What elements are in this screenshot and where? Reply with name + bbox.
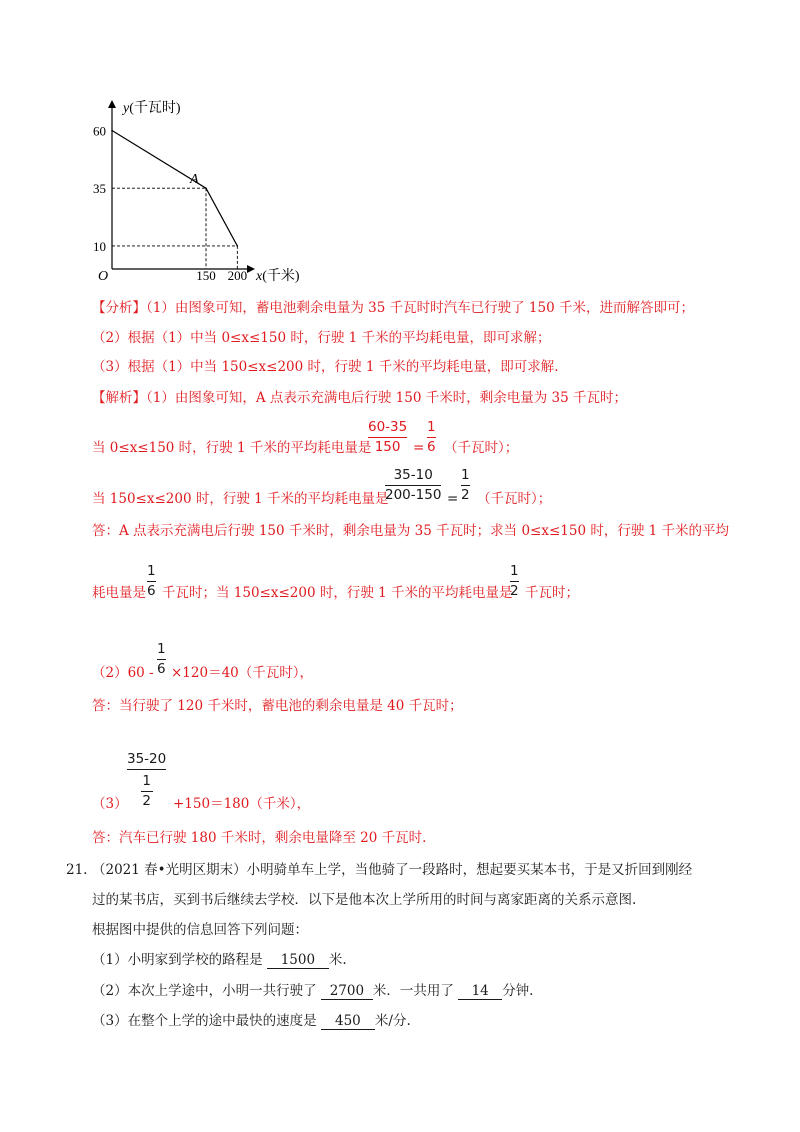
complex-fraction: 35-20 $\frac{1}{2}$: [127, 751, 167, 809]
equals-sign: =: [447, 491, 459, 507]
data-point: [111, 130, 113, 132]
problem-number: 21.: [66, 862, 88, 878]
tick-labels: [93, 124, 247, 283]
answer-blank-4[interactable]: 450: [321, 1013, 375, 1030]
fraction-1-over-2: 1 2: [510, 563, 519, 599]
fraction-1-over-2: 1 2: [461, 467, 470, 503]
fraction-60-35-over-150: 60-35 150: [368, 419, 408, 455]
data-point: [205, 187, 207, 189]
answer-blank-1[interactable]: 1500: [267, 952, 329, 969]
solution-part-2: （2）60 -: [92, 665, 154, 681]
solution-answer-3: 答：汽车已行驶 180 千米时，剩余电量降至 20 千瓦时.: [92, 830, 427, 846]
solution-line-1: 【解析】（1）由图象可知，A 点表示充满电后行驶 150 千米时，剩余电量为 35 千瓦时；: [92, 390, 627, 406]
solution-answer-1-cont-c: 千瓦时；: [525, 585, 579, 601]
y-tick-label: 10: [93, 238, 106, 254]
analysis-line-1: 【分析】（1）由图象可知，蓄电池剩余电量为 35 千瓦时时汽车已行驶了 150 千米，进而解答即可；: [92, 300, 694, 316]
data-point: [237, 245, 239, 247]
y-tick-label: 35: [93, 181, 106, 197]
problem-line-3: 根据图中提供的信息回答下列问题：: [92, 922, 308, 938]
solution-line-2-text: 当 0≤x≤150 时，行驶 1 千米的平均耗电量是: [92, 440, 372, 456]
solution-answer-1: 答：A 点表示充满电后行驶 150 千米时，剩余电量为 35 千瓦时；求当 0≤x≤150 时，行驶 1 千米的平均: [92, 523, 729, 539]
solution-line-3-text: 当 150≤x≤200 时，行驶 1 千米的平均耗电量是: [92, 491, 389, 507]
solution-line-3-unit: （千瓦时）；: [477, 491, 552, 507]
origin-label: O: [98, 269, 109, 284]
solution-part-2-cont: ×120＝40（千瓦时），: [171, 665, 314, 681]
solution-part-3-cont: +150＝180（千米），: [173, 796, 311, 812]
problem-line-2: 过的某书店，买到书后继续去学校．以下是他本次上学所用的时间与离家距离的关系示意图.: [92, 892, 637, 908]
solution-answer-1-cont-b: 千瓦时；当 150≤x≤200 时，行驶 1 千米的平均耗电量是: [162, 585, 513, 601]
solution-line-2-unit: （千瓦时）；: [444, 440, 519, 456]
solution-answer-2: 答：当行驶了 120 千米时，蓄电池的剩余电量是 40 千瓦时；: [92, 698, 463, 714]
axes: [108, 100, 255, 273]
point-a-label: A: [190, 172, 199, 187]
equals-sign: =: [413, 440, 425, 456]
analysis-line-2: （2）根据（1）中当 0≤x≤150 时，行驶 1 千米的平均耗电量，即可求解；: [92, 330, 551, 346]
battery-graph: [90, 92, 320, 287]
question-1: （1）小明家到学校的路程是 1500 米.: [92, 952, 347, 968]
answer-blank-2[interactable]: 2700: [321, 983, 373, 1000]
fraction-1-over-6: 1 6: [147, 563, 156, 599]
x-axis-arrow: [247, 265, 255, 273]
y-axis-arrow: [108, 100, 116, 108]
analysis-line-3: （3）根据（1）中当 150≤x≤200 时，行驶 1 千米的平均耗电量，即可求解.: [92, 359, 559, 375]
fraction-35-10-over-200-150: 35-10 200-150: [385, 467, 442, 503]
problem-line-1: （2021 春•光明区期末）小明骑单车上学，当他骑了一段路时，想起要买某本书，于是又折回到刚经: [92, 862, 693, 878]
solution-answer-1-cont-a: 耗电量是: [92, 585, 146, 601]
x-axis-label: x(千米): [256, 269, 300, 284]
question-2: （2）本次上学途中，小明一共行驶了 2700 米．一共用了 14 分钟.: [92, 983, 534, 999]
x-tick-label: 150: [196, 268, 216, 283]
y-axis-label: y(千瓦时): [123, 101, 181, 116]
fraction-1-over-6: 1 6: [157, 641, 166, 677]
solution-part-3: （3）: [92, 796, 128, 812]
guide-lines: [112, 188, 237, 269]
answer-blank-3[interactable]: 14: [458, 983, 502, 1000]
y-tick-label: 60: [93, 123, 106, 139]
x-tick-label: 200: [227, 268, 248, 283]
question-3: （3）在整个上学的途中最快的速度是 450 米/分.: [92, 1013, 411, 1029]
fraction-1-over-6: 1 6: [427, 419, 436, 455]
